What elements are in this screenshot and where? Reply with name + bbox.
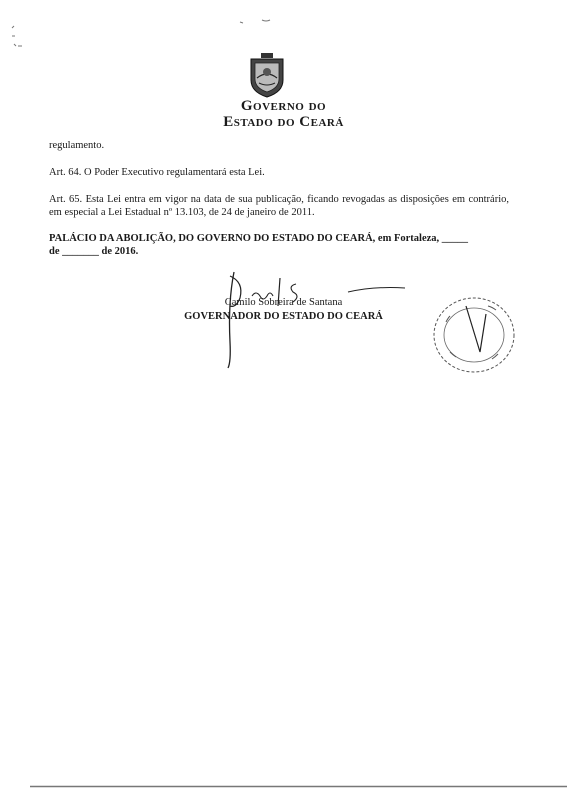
closing-statement — [49, 232, 509, 258]
state-crest-icon — [247, 52, 287, 98]
scan-marks — [0, 0, 567, 60]
signatory-name: Camilo Sobreira de Santana — [224, 297, 343, 308]
official-seal-stamp — [428, 292, 520, 378]
page-bottom-line — [30, 785, 567, 788]
closing-line-2: de _______ de 2016. — [49, 246, 139, 257]
closing-line-1: PALÁCIO DA ABOLIÇÃO, DO GOVERNO DO ESTADO DO CEARÁ, em Fortaleza, _____ — [49, 233, 469, 244]
letterhead-line1: Governo do — [240, 98, 327, 114]
letterhead-line2: Estado do Ceará — [223, 114, 344, 130]
signatory-title: GOVERNADOR DO ESTADO DO CEARÁ — [184, 311, 383, 322]
paragraph-art-64: Art. 64. O Poder Executivo regulamentará esta Lei. — [49, 167, 265, 178]
paragraph-regulamento: regulamento. — [49, 140, 105, 151]
paragraph-art-65: Art. 65. Esta Lei entra em vigor na data de sua publicação, ficando revogadas as disposições em contrário, em especial a Lei Estadual nº 13.103, de 24 de janeiro de 2011. — [49, 194, 509, 218]
